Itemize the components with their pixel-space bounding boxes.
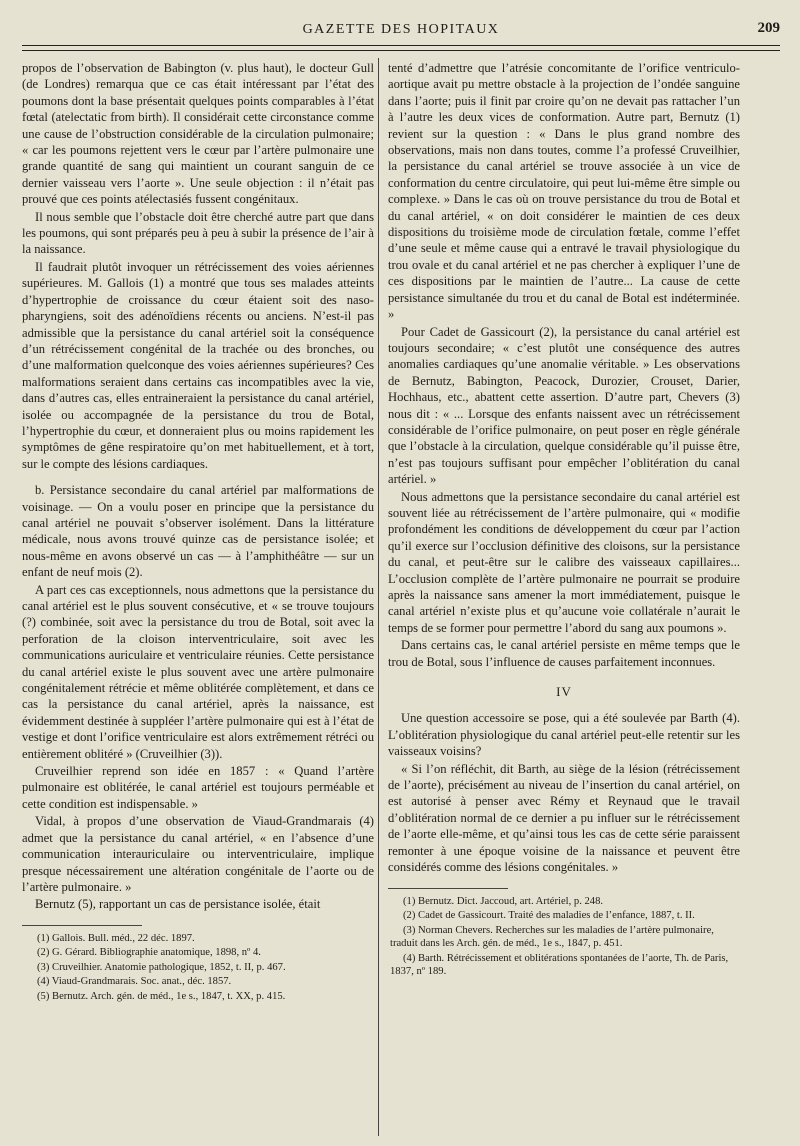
footnote: (2) Cadet de Gassicourt. Traité des maladies de l’enfance, 1887, t. II. [403, 910, 695, 921]
paragraph: A part ces cas exceptionnels, nous admettons que la persistance du canal artériel est le plus souvent consécutive, et « se trouve toujours (?) combinée, soit avec la persistance du trou de Botal, soit avec la perforation de la cloison interventriculaire, soit avec les communications auriculaire et ventriculaire réunies. Cette persistance du canal artériel existe le plus souvent avec une artère pulmonaire congénitalement rétrécie et même oblitérée complètement, et dans ce cas la persistance du canal artériel, après la naissance, est évidemment destinée à suppléer l’artère pulmonaire qui est à l’état de vestige et dont l’orifice ventriculaire est alors extrêmement rétréci ou entièrement oblitéré » (Cruveilhier (3)). [22, 582, 374, 761]
footnotes-right [388, 895, 740, 979]
paragraph: Pour Cadet de Gassicourt (2), la persistance du canal artériel est toujours secondaire; « c’est plutôt une conséquence des autres anomalies cardiaques qu’une anomalie véritable. » Les observations de Bernutz, Babington, Peacock, Durozier, Crouset, Darier, Hochhaus, etc., abattent cette assertion. D’autre part, Chevers (3) nous dit : « ... Lorsque des enfants naissent avec un rétrécissement considérable de l’orifice pulmonaire, on peut poser en règle générale que l’obstacle à la circulation, quelque considérable qu’il puisse être, n’est pas toujours suffisant pour empêcher l’oblitération du canal artériel. » [388, 324, 740, 487]
section-heading: IV [556, 684, 572, 700]
footnote-divider [388, 888, 508, 889]
paragraph: Il nous semble que l’obstacle doit être cherché autre part que dans les poumons, qui sont préparés peu à peu à subir la présence de l’air à la naissance. [22, 209, 374, 257]
paragraph: Bernutz (5), rapportant un cas de persistance isolée, était [35, 897, 321, 912]
right-column [388, 60, 740, 979]
paragraph: Cruveilhier reprend son idée en 1857 : « Quand l’artère pulmonaire est oblitérée, le canal artériel est toujours perméable et cette condition est indispensable. » [22, 764, 374, 811]
paragraph: tenté d’admettre que l’atrésie concomitante de l’orifice ventriculo-aortique avait pu mettre obstacle à la projection de l’ondée sanguine dans l’aorte; puis il finit par croire qu’on ne devait pas rattacher l’un à l’autre les deux vices de conformation. Autre part, Bernutz (1) revient sur la question : « Dans le plus grand nombre des observations, mais non dans toutes, comme l’a professé Cruveilhier, la persistance du canal artériel se trouve associée à un vice de conformation du centre circulatoire, qui peut lui-même être simple ou complexe. » Dans le cas où on trouve persistance du trou de Botal et du canal artériel, « on doit considérer le maintien de ces deux dispositions du troisième mode de circulation fœtale, comme l’effet d’une seule et même cause qui a entravé le travail physiologique du trou ovale et du canal artériel et ne pas chercher à expliquer l’une de ces dispositions par le maintien de l’autre... La cause de cette persistance simultanée du trou et du canal de Botal est indéterminée. » [388, 61, 740, 322]
page-number: 209 [757, 20, 780, 36]
header-rule-top [22, 45, 780, 46]
footnote: (3) Cruveilhier. Anatomie pathologique, 1852, t. II, p. 467. [37, 961, 286, 973]
paragraph: propos de l’observation de Babington (v. plus haut), le docteur Gull (de Londres) remarqua que ce cas était intéressant par l’état des poumons dont la base présentait quelques points comparables à l’état fœtal (atelectatic from birth). Il considérait cette circonstance comme une cause de l’obstruction considérable de la circulation pulmonaire; « car les poumons rejettent vers le cœur par l’artère pulmonaire une grande quantité de sang qui maintient un courant sanguin de ce dernier vaisseau vers l’aorte ». Une seule objection : il n’était pas prouvé que ces points atélectasiés fussent congénitaux. [22, 61, 374, 207]
journal-title: GAZETTE DES HOPITAUX [302, 22, 500, 37]
paragraph: Une question accessoire se pose, qui a été soulevée par Barth (4). L’oblitération physiologique du canal artériel peut-elle retentir sur les vaisseaux voisins? [388, 711, 740, 759]
footnote: (4) Barth. Rétrécissement et oblitérations spontanées de l’aorte, Th. de Paris, 1837, nº 189. [390, 952, 729, 977]
paragraph: Dans certains cas, le canal artériel persiste en même temps que le trou de Botal, sous l’influence de causes parfaitement inconnues. [388, 638, 740, 669]
paragraph: Il faudrait plutôt invoquer un rétrécissement des voies aériennes supérieures. M. Gallois (1) a montré que tous ses malades atteints d’hypertrophie de croissance du cœur étaient soit des naso-pharyngiens, soit des adénoïdiens récents ou anciens. N’est-il pas admissible que la persistance du canal artériel soit la conséquence d’un rétrécissement congénital de la trachée ou des bronches, ou d’une malformation quelconque des voies aériennes supérieures? Ces malformations seraient dans certains cas incompatibles avec la vie, dans d’autres cas, elles entraineraient la persistance du canal artériel, isolée ou accompagnée de la persistance du trou de Botal, l’hypertrophie du cœur, et donneraient plus ou moins rapidement les symptômes de gêne respiratoire qu’on met habituellement, et à tort, sur le compte des lésions cardiaques. [22, 259, 374, 471]
footnote: (1) Gallois. Bull. méd., 22 déc. 1897. [37, 932, 195, 944]
footnote: (5) Bernutz. Arch. gén. de méd., 1e s., 1847, t. XX, p. 415. [37, 990, 286, 1002]
paragraph: b. Persistance secondaire du canal artériel par malformations de voisinage. — On a voulu poser en principe que la persistance du canal artériel ne pouvait s’observer isolément. Dans la littérature médicale, nous avons trouvé quinze cas de persistance isolée; et nous-même en avons observé un cas — à l’amphithéâtre — sur un enfant de neuf mois (2). [22, 483, 374, 580]
footnote: (1) Bernutz. Dict. Jaccoud, art. Artériel, p. 248. [403, 895, 604, 907]
footnote-divider [22, 925, 142, 926]
footnote: (2) G. Gérard. Bibliographie anatomique, 1898, nº 4. [37, 947, 261, 959]
paragraph: « Si l’on réfléchit, dit Barth, au siège de la lésion (rétrécissement de l’aorte), précisément au niveau de l’insertion du canal artériel, on est autorisé à penser avec Rémy et Reynaud que le travail d’oblitération normal de ce dernier a pu influer sur le rétrécissement de l’aorte elle-même, et qu’ainsi tous les cas de cette série paraissent remonter à une époque voisine de la naissance et peuvent être considérés comme des lésions congénitales. » [388, 761, 740, 875]
paragraph: Nous admettons que la persistance secondaire du canal artériel est souvent liée au rétrécissement de l’artère pulmonaire, qui « modifie profondément les conditions de développement du cœur par l’action qu’il exerce sur l’occlusion définitive des cloisons, sur la persistance du canal, et peut-être sur le calibre des vaisseaux capillaires... L’occlusion complète de l’artère pulmonaire ne pourrait se produire après la naissance sans amener la mort immédiatement, puisque le canal artériel n’existe plus et qu’aucune voie collatérale n’aurait le temps de se former pour permettre l’abord du sang aux poumons ». [388, 489, 740, 635]
footnote: (3) Norman Chevers. Recherches sur les maladies de l’artère pulmonaire, traduit dans les Arch. gén. de méd., 1e s., 1847, p. 451. [390, 924, 714, 949]
footnotes-left [22, 932, 374, 1004]
paragraph: Vidal, à propos d’une observation de Viaud-Grandmarais (4) admet que la persistance du canal artériel, « en l’absence d’une communication interauriculaire ou interventriculaire, implique presque nécessairement une altération congénitale de l’aorte ou de l’artère pulmonaire. » [22, 814, 374, 894]
header-rule-bottom [22, 50, 780, 51]
page-header [22, 20, 780, 44]
footnote: (4) Viaud-Grandmarais. Soc. anat., déc. 1857. [37, 976, 232, 988]
left-column [22, 60, 374, 1003]
column-divider [378, 58, 379, 1136]
